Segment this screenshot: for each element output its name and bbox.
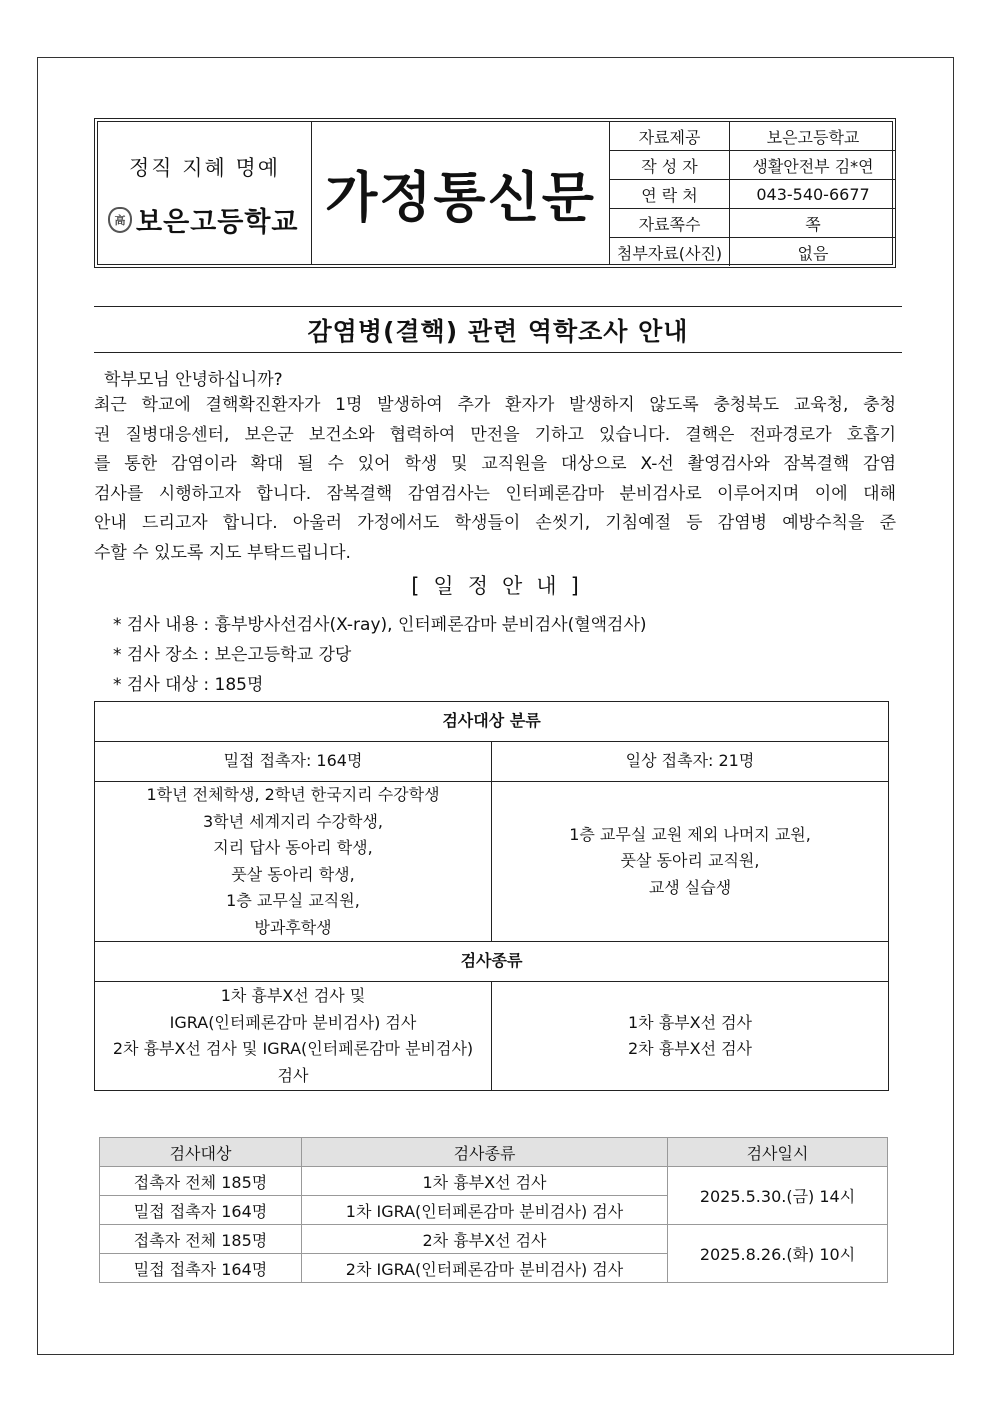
column-header-target: 검사대상: [100, 1138, 302, 1167]
cell-test: 1차 흉부X선 검사: [302, 1167, 668, 1196]
body-line: 안내 드리고자 합니다. 아울러 가정에서도 학생들이 손씻기, 기침예절 등 감염병 예방수칙을 준: [94, 513, 896, 533]
list-item: 1차 흉부X선 검사 및: [220, 986, 366, 1005]
bullet-test-target: * 검사 대상 : 185명: [113, 675, 264, 695]
section-target-classification: 검사대상 분류: [95, 702, 889, 742]
info-label: 자료제공: [610, 122, 730, 151]
list-item: 2차 흉부X선 검사: [627, 1039, 753, 1058]
info-label: 첨부자료(사진): [610, 238, 730, 267]
cell-target: 접촉자 전체 185명: [100, 1225, 302, 1254]
title-rule-bottom: [94, 352, 902, 353]
list-item: 1차 흉부X선 검사: [627, 1012, 753, 1032]
list-item: IGRA(인터페론감마 분비검사) 검사: [169, 1012, 417, 1032]
cell-test: 2차 IGRA(인터페론감마 분비검사) 검사: [302, 1254, 668, 1283]
list-item: 1층 교무실 교직원,: [226, 891, 360, 910]
info-label: 연 락 처: [610, 180, 730, 209]
casual-contact-header: 일상 접촉자: 21명: [492, 742, 889, 782]
info-value: 생활안전부 김*연: [730, 151, 897, 180]
casual-contact-list: [492, 782, 889, 942]
newsletter-header: [94, 118, 896, 268]
table-row: [100, 1225, 888, 1254]
body-line: 권 질병대응센터, 보은군 보건소와 협력하여 만전을 기하고 있습니다. 결핵은 전파경로가 호흡기: [94, 424, 896, 445]
info-label: 작 성 자: [610, 151, 730, 180]
category-table: [94, 701, 889, 1091]
body-line: 검사를 시행하고자 합니다. 잠복결핵 감염검사는 인터페론감마 분비검사로 이루어지며 이에 대해: [94, 483, 896, 504]
close-contact-list: [95, 782, 492, 942]
bullet-test-content: * 검사 내용 : 흉부방사선검사(X-ray), 인터페론감마 분비검사(혈액검사): [113, 615, 647, 635]
casual-contact-tests: [492, 982, 889, 1091]
close-contact-header: 밀접 접촉자: 164명: [95, 742, 492, 782]
body-line: 수할 수 있도록 지도 부탁드립니다.: [94, 542, 351, 563]
info-row: [610, 238, 896, 267]
list-item: 3학년 세계지리 수강학생,: [203, 811, 383, 831]
school-emblem-icon: 高: [108, 207, 132, 233]
info-value: 보은고등학교: [730, 122, 897, 151]
body-line: 최근 학교에 결핵확진환자가 1명 발생하여 추가 환자가 발생하지 않도록 충청북도 교육청, 충청: [94, 395, 896, 415]
notice-title: 감염병(결핵) 관련 역학조사 안내: [307, 317, 689, 346]
list-item: 풋살 동아리 학생,: [231, 864, 355, 884]
info-table: [610, 122, 896, 266]
column-header-date: 검사일시: [668, 1138, 888, 1167]
bracket-open: [: [411, 574, 434, 598]
cell-target: 밀접 접촉자 164명: [100, 1254, 302, 1283]
info-row: [610, 180, 896, 209]
school-block: [98, 122, 312, 264]
schedule-table: [99, 1137, 888, 1283]
schedule-heading: [94, 570, 896, 600]
info-value: 없음: [730, 238, 897, 267]
cell-target: 접촉자 전체 185명: [100, 1167, 302, 1196]
body-line: 를 통한 감염이라 확대 될 수 있어 학생 및 교직원을 대상으로 X-선 촬영검사와 잠복결핵 감염: [94, 454, 896, 474]
schedule-heading-text: 일정안내: [433, 574, 571, 598]
notice-body: [94, 391, 896, 568]
school-motto: 정직 지혜 명예: [128, 156, 281, 180]
list-item: 방과후학생: [254, 917, 332, 937]
cell-test: 1차 IGRA(인터페론감마 분비검사) 검사: [302, 1196, 668, 1225]
school-name: 보은고등학교: [136, 207, 299, 238]
info-row: [610, 122, 896, 151]
info-row: [610, 209, 896, 238]
list-item: 지리 답사 동아리 학생,: [213, 838, 373, 857]
info-value: 쪽: [730, 209, 897, 238]
bracket-close: ]: [570, 574, 579, 598]
info-label: 자료쪽수: [610, 209, 730, 238]
list-item: 풋살 동아리 교직원,: [620, 851, 760, 871]
list-item: 2차 흉부X선 검사 및 IGRA(인터페론감마 분비검사): [112, 1039, 474, 1058]
close-contact-tests: [95, 982, 492, 1091]
cell-target: 밀접 접촉자 164명: [100, 1196, 302, 1225]
list-item: 검사: [277, 1065, 309, 1085]
title-rule-top: [94, 306, 902, 307]
info-row: [610, 151, 896, 180]
info-value: 043-540-6677: [730, 180, 897, 209]
bullet-test-place: * 검사 장소 : 보은고등학교 강당: [113, 645, 352, 665]
section-test-types: 검사종류: [95, 942, 889, 982]
cell-date: 2025.5.30.(금) 14시: [668, 1167, 888, 1225]
list-item: 1학년 전체학생, 2학년 한국지리 수강학생: [146, 785, 440, 804]
cell-date: 2025.8.26.(화) 10시: [668, 1225, 888, 1283]
table-row: [100, 1167, 888, 1196]
newsletter-title: 가정통신문: [312, 122, 610, 264]
list-item: 1층 교무실 교원 제외 나머지 교원,: [569, 824, 811, 844]
column-header-test: 검사종류: [302, 1138, 668, 1167]
school-logo: [108, 200, 299, 239]
greeting: 학부모님 안녕하십니까?: [104, 370, 283, 390]
cell-test: 2차 흉부X선 검사: [302, 1225, 668, 1254]
list-item: 교생 실습생: [648, 877, 732, 897]
